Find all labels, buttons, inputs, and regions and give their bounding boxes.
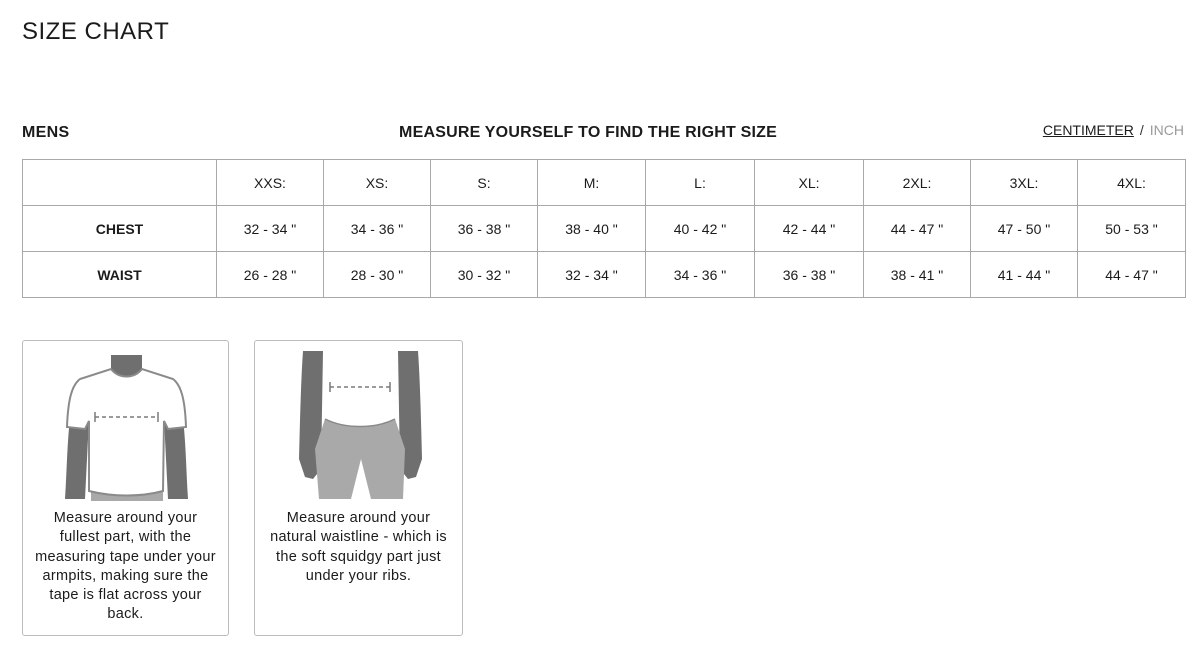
size-header-cell: L: [646,160,755,206]
unit-inch-option[interactable]: INCH [1149,122,1184,138]
size-header-cell: XS: [324,160,431,206]
size-header-cell: XXS: [217,160,324,206]
size-header-cell: S: [431,160,538,206]
waist-measure-icon [255,349,464,501]
row-label-chest: CHEST [23,206,217,252]
size-header-cell: 3XL: [971,160,1078,206]
size-header-cell: M: [538,160,646,206]
table-cell: 38 - 41 " [864,252,971,298]
table-cell: 40 - 42 " [646,206,755,252]
table-cell: 36 - 38 " [755,252,864,298]
table-cell: 34 - 36 " [646,252,755,298]
table-cell: 41 - 44 " [971,252,1078,298]
chest-measure-icon [23,349,230,501]
unit-toggle [1043,122,1184,138]
page-title: SIZE CHART [22,18,170,45]
table-row-waist [23,252,1186,298]
unit-centimeter-option[interactable]: CENTIMETER [1042,122,1134,138]
row-label-waist: WAIST [23,252,217,298]
waist-guide-text: Measure around your natural waistline - which is the soft squidgy part just under your ribs. [270,510,447,584]
waist-guide-card [254,340,463,636]
table-cell: 36 - 38 " [431,206,538,252]
table-cell: 44 - 47 " [864,206,971,252]
table-cell: 38 - 40 " [538,206,646,252]
table-cell: 26 - 28 " [217,252,324,298]
table-cell: 32 - 34 " [217,206,324,252]
table-cell: 28 - 30 " [324,252,431,298]
chest-guide-card [22,340,229,636]
unit-separator: / [1139,122,1144,138]
table-row-chest [23,206,1186,252]
section-title: MENS [22,124,70,141]
corner-cell [23,160,217,206]
table-cell: 30 - 32 " [431,252,538,298]
size-header-cell: 2XL: [864,160,971,206]
size-headline: MEASURE YOURSELF TO FIND THE RIGHT SIZE [399,124,777,141]
table-cell: 32 - 34 " [538,252,646,298]
table-cell: 44 - 47 " [1078,252,1186,298]
size-header-cell: 4XL: [1078,160,1186,206]
chest-guide-text: Measure around your fullest part, with the measuring tape under your armpits, making sure the tape is flat across your back. [35,510,216,623]
size-header-row [23,160,1186,206]
table-cell: 50 - 53 " [1078,206,1186,252]
table-cell: 42 - 44 " [755,206,864,252]
size-table [22,159,1186,298]
table-cell: 34 - 36 " [324,206,431,252]
table-cell: 47 - 50 " [971,206,1078,252]
size-header-cell: XL: [755,160,864,206]
